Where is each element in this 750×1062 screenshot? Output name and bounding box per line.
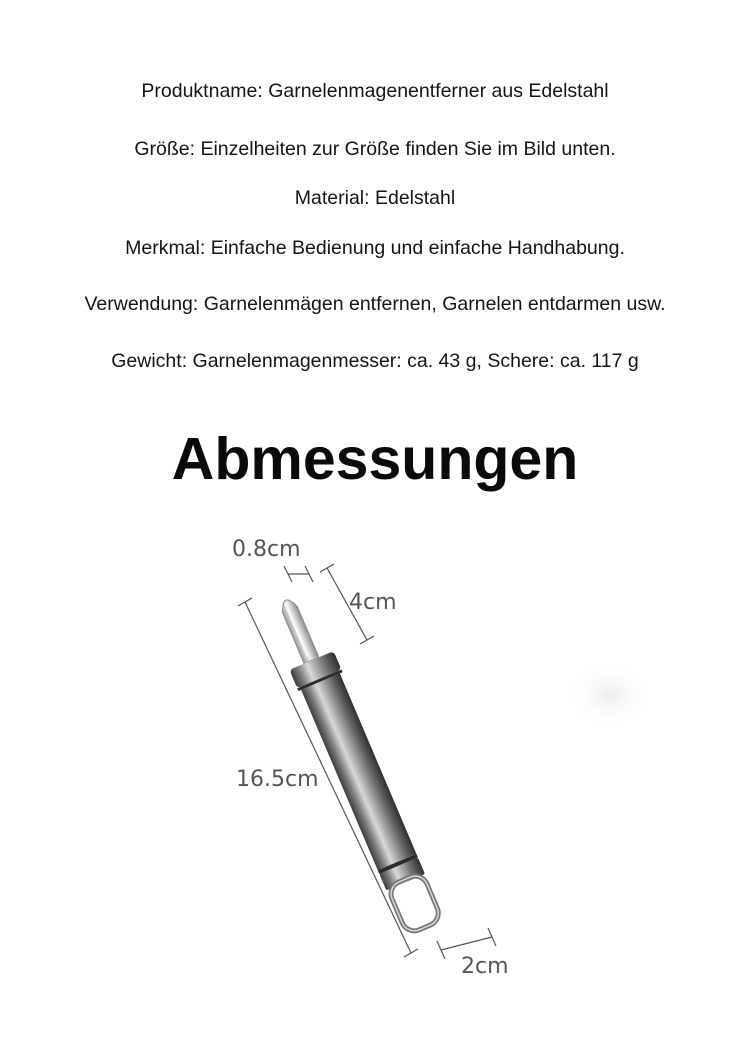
blade <box>279 597 319 664</box>
loop-width-label: 2cm <box>461 954 509 979</box>
total-length-label: 16.5cm <box>236 767 319 792</box>
spec-usage: Verwendung: Garnelenmägen entfernen, Garnelen entdarmen usw. <box>84 293 666 315</box>
hanging-loop <box>387 872 442 935</box>
background-glow <box>565 660 655 730</box>
blade-width-dimension-line <box>284 566 313 582</box>
spec-weight: Gewicht: Garnelenmagenmesser: ca. 43 g, Schere: ca. 117 g <box>111 350 639 372</box>
dimensions-heading: Abmessungen <box>171 426 579 492</box>
blade-length-label: 4cm <box>349 590 397 615</box>
spec-feature: Merkmal: Einfache Bedienung und einfache Handhabung. <box>125 237 625 259</box>
shrimp-deveiner-tool <box>264 591 447 937</box>
spec-size: Größe: Einzelheiten zur Größe finden Sie im Bild unten. <box>134 138 616 160</box>
spec-product-name: Produktname: Garnelenmagenentferner aus Edelstahl <box>141 80 609 102</box>
spec-material: Material: Edelstahl <box>294 187 456 209</box>
blade-width-label: 0.8cm <box>232 537 301 562</box>
